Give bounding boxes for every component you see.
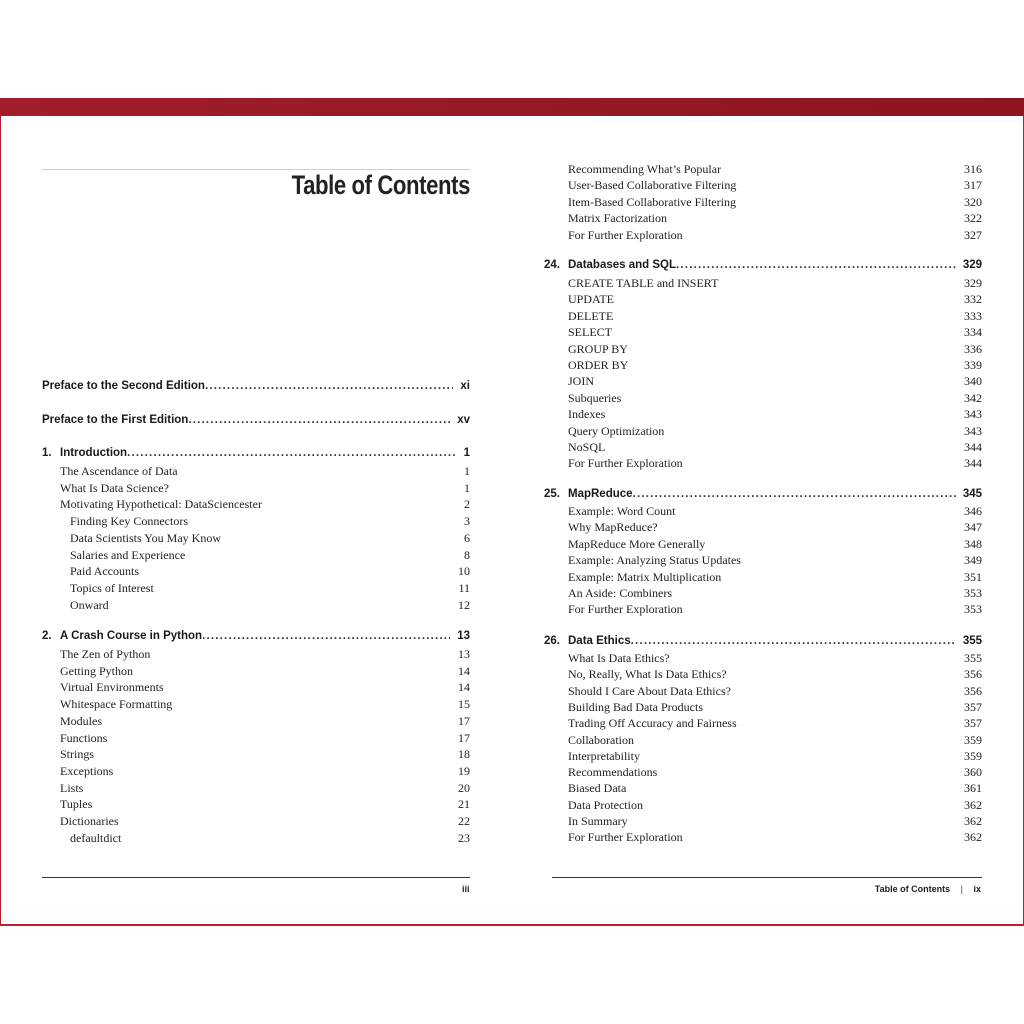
section-title: Collaboration: [568, 732, 634, 747]
section-title: Topics of Interest: [70, 580, 154, 595]
section-page: 362: [964, 797, 982, 812]
section-title: Why MapReduce?: [568, 520, 658, 535]
section-page: 343: [964, 407, 982, 422]
toc-entry-preface-second[interactable]: [42, 378, 470, 394]
section-page: 320: [964, 194, 982, 209]
section-page: 6: [464, 530, 470, 545]
footer-separator: |: [960, 884, 963, 894]
section-title: UPDATE: [568, 292, 615, 307]
section-page: 329: [964, 276, 982, 290]
footer-page-number: ix: [973, 884, 981, 894]
section-page: 344: [964, 440, 982, 454]
section-page: 22: [458, 814, 470, 828]
section-title: Onward: [70, 597, 109, 612]
section-title: Building Bad Data Products: [568, 699, 703, 714]
section-page: 20: [458, 780, 470, 795]
leader-dots: [631, 633, 956, 649]
section-title: MapReduce More Generally: [568, 536, 706, 551]
section-title: The Zen of Python: [60, 647, 151, 661]
section-title: Functions: [60, 730, 108, 745]
section-page: 348: [964, 536, 982, 551]
chapter-title: Introduction: [60, 447, 128, 459]
section-page: 353: [964, 602, 982, 617]
section-page: 10: [458, 564, 470, 579]
section-page: 8: [464, 547, 470, 562]
section-title: What Is Data Ethics?: [568, 651, 670, 665]
section-title: For Further Exploration: [568, 602, 683, 617]
toc-entry-page: xv: [457, 414, 470, 426]
section-title: For Further Exploration: [568, 227, 683, 242]
section-title: What Is Data Science?: [60, 480, 169, 495]
section-page: 351: [964, 569, 982, 584]
section-title: Example: Analyzing Status Updates: [568, 553, 741, 568]
toc-entry-preface-first[interactable]: [42, 412, 470, 428]
section-page: 359: [964, 748, 982, 763]
chapter-title: Databases and SQL: [568, 259, 677, 271]
section-title: Recommendations: [568, 765, 658, 780]
leader-dots: [188, 412, 450, 428]
toc-chapter-2[interactable]: [42, 628, 470, 644]
section-page: 333: [964, 308, 982, 323]
section-title: For Further Exploration: [568, 456, 683, 471]
section-title: Data Scientists You May Know: [70, 530, 222, 545]
section-title: ORDER BY: [568, 358, 629, 372]
left-footer-rule: [42, 877, 470, 878]
section-page: 332: [964, 292, 982, 307]
section-page: 17: [458, 730, 470, 745]
section-title: No, Really, What Is Data Ethics?: [568, 667, 727, 682]
section-title: Matrix Factorization: [568, 211, 667, 226]
section-page: 15: [458, 697, 470, 712]
leader-dots: [633, 486, 956, 502]
section-title: Should I Care About Data Ethics?: [568, 683, 731, 698]
section-page: 356: [964, 683, 982, 698]
section-page: 316: [964, 162, 982, 176]
section-title: Trading Off Accuracy and Fairness: [568, 716, 737, 731]
section-page: 359: [964, 732, 982, 747]
chapter-page: 13: [457, 630, 470, 642]
chapter-page: 1: [463, 447, 470, 459]
section-title: Recommending What’s Popular: [568, 162, 722, 176]
section-page: 342: [964, 390, 982, 405]
leader-dots: [127, 445, 457, 461]
section-title: In Summary: [568, 814, 628, 828]
section-page: 361: [964, 781, 982, 796]
section-page: 334: [964, 325, 982, 340]
leader-dots: [202, 628, 450, 644]
toc-chapter-25[interactable]: [544, 486, 982, 502]
section-page: 344: [964, 456, 982, 471]
section-title: Exceptions: [60, 763, 114, 778]
section-page: 349: [964, 553, 982, 568]
section-title: Item-Based Collaborative Filtering: [568, 194, 736, 209]
chapter-title: MapReduce: [568, 488, 633, 500]
section-page: 317: [964, 178, 982, 193]
section-title: Data Protection: [568, 797, 643, 812]
section-page: 353: [964, 586, 982, 600]
section-title: Biased Data: [568, 781, 627, 796]
footer-section-label: Table of Contents: [874, 884, 951, 894]
section-title: JOIN: [568, 374, 594, 389]
section-title: Salaries and Experience: [70, 547, 186, 562]
chapter-number: 24.: [544, 259, 560, 271]
section-page: 362: [964, 830, 982, 845]
section-title: Finding Key Connectors: [70, 514, 188, 529]
section-title: Example: Matrix Multiplication: [568, 569, 722, 584]
section-page: 346: [964, 504, 982, 518]
section-title: User-Based Collaborative Filtering: [568, 178, 737, 193]
chapter-number: 25.: [544, 488, 560, 500]
chapter-page: 355: [962, 635, 982, 647]
section-title: DELETE: [568, 308, 614, 323]
section-title: Dictionaries: [60, 814, 119, 828]
section-page: 14: [458, 680, 470, 695]
section-page: 21: [458, 797, 470, 812]
leader-dots: [205, 378, 453, 394]
section-page: 18: [458, 747, 470, 762]
section-page: 327: [964, 227, 982, 242]
section-page: 2: [464, 497, 470, 512]
section-title: Getting Python: [60, 663, 134, 678]
chapter-number: 26.: [544, 635, 560, 647]
section-page: 336: [964, 341, 982, 356]
section-title: An Aside: Combiners: [568, 586, 672, 600]
section-title: Tuples: [60, 797, 93, 812]
section-title: The Ascendance of Data: [60, 464, 178, 478]
toc-chapter-24[interactable]: [544, 257, 982, 273]
section-title: Strings: [60, 747, 95, 762]
section-page: 322: [964, 211, 982, 226]
toc-chapter-26[interactable]: [544, 633, 982, 649]
right-footer: [875, 884, 981, 894]
chapter-page: 345: [962, 488, 982, 500]
leader-dots: [676, 257, 956, 273]
section-page: 340: [964, 374, 982, 389]
section-page: 17: [458, 713, 470, 728]
section-page: 356: [964, 667, 982, 682]
section-page: 1: [464, 480, 470, 495]
section-title: Indexes: [568, 407, 606, 422]
section-title: Virtual Environments: [60, 680, 164, 695]
section-page: 1: [464, 464, 470, 478]
section-page: 362: [964, 814, 982, 828]
section-page: 360: [964, 765, 982, 780]
section-title: For Further Exploration: [568, 830, 683, 845]
section-page: 14: [458, 663, 470, 678]
section-page: 357: [964, 699, 982, 714]
chapter-number: 2.: [42, 630, 52, 642]
section-title: NoSQL: [568, 440, 606, 454]
left-footer-page-number: iii: [462, 884, 470, 894]
section-page: 355: [964, 651, 982, 665]
section-page: 339: [964, 358, 982, 372]
section-page: 11: [458, 580, 470, 595]
section-title: SELECT: [568, 325, 612, 340]
section-title: Query Optimization: [568, 423, 665, 438]
section-page: 343: [964, 423, 982, 438]
section-title: defaultdict: [70, 830, 122, 845]
section-page: 12: [458, 597, 470, 612]
section-title: Motivating Hypothetical: DataSciencester: [60, 497, 262, 512]
toc-entry-page: xi: [460, 380, 470, 392]
chapter-number: 1.: [42, 447, 52, 459]
section-title: Lists: [60, 780, 84, 795]
right-footer-rule: [552, 877, 982, 878]
section-title: Whitespace Formatting: [60, 697, 173, 712]
section-page: 357: [964, 716, 982, 731]
section-title: Example: Word Count: [568, 504, 676, 518]
section-page: 347: [964, 520, 982, 535]
section-title: Subqueries: [568, 390, 622, 405]
toc-entry-title: Preface to the First Edition: [42, 414, 189, 426]
chapter-title: A Crash Course in Python: [60, 630, 203, 642]
toc-chapter-1[interactable]: [42, 445, 470, 461]
section-page: 23: [458, 830, 470, 845]
page-title: Table of Contents: [291, 170, 470, 200]
section-title: Modules: [60, 713, 102, 728]
section-page: 3: [464, 514, 470, 529]
toc-entry-title: Preface to the Second Edition: [42, 380, 205, 392]
chapter-title: Data Ethics: [568, 635, 631, 647]
section-title: GROUP BY: [568, 341, 628, 356]
section-title: CREATE TABLE and INSERT: [568, 276, 719, 290]
chapter-page: 329: [962, 259, 982, 271]
top-accent-bar: [0, 98, 1024, 116]
section-title: Paid Accounts: [70, 564, 139, 579]
section-page: 13: [458, 647, 470, 661]
section-title: Interpretability: [568, 748, 640, 763]
section-page: 19: [458, 763, 470, 778]
